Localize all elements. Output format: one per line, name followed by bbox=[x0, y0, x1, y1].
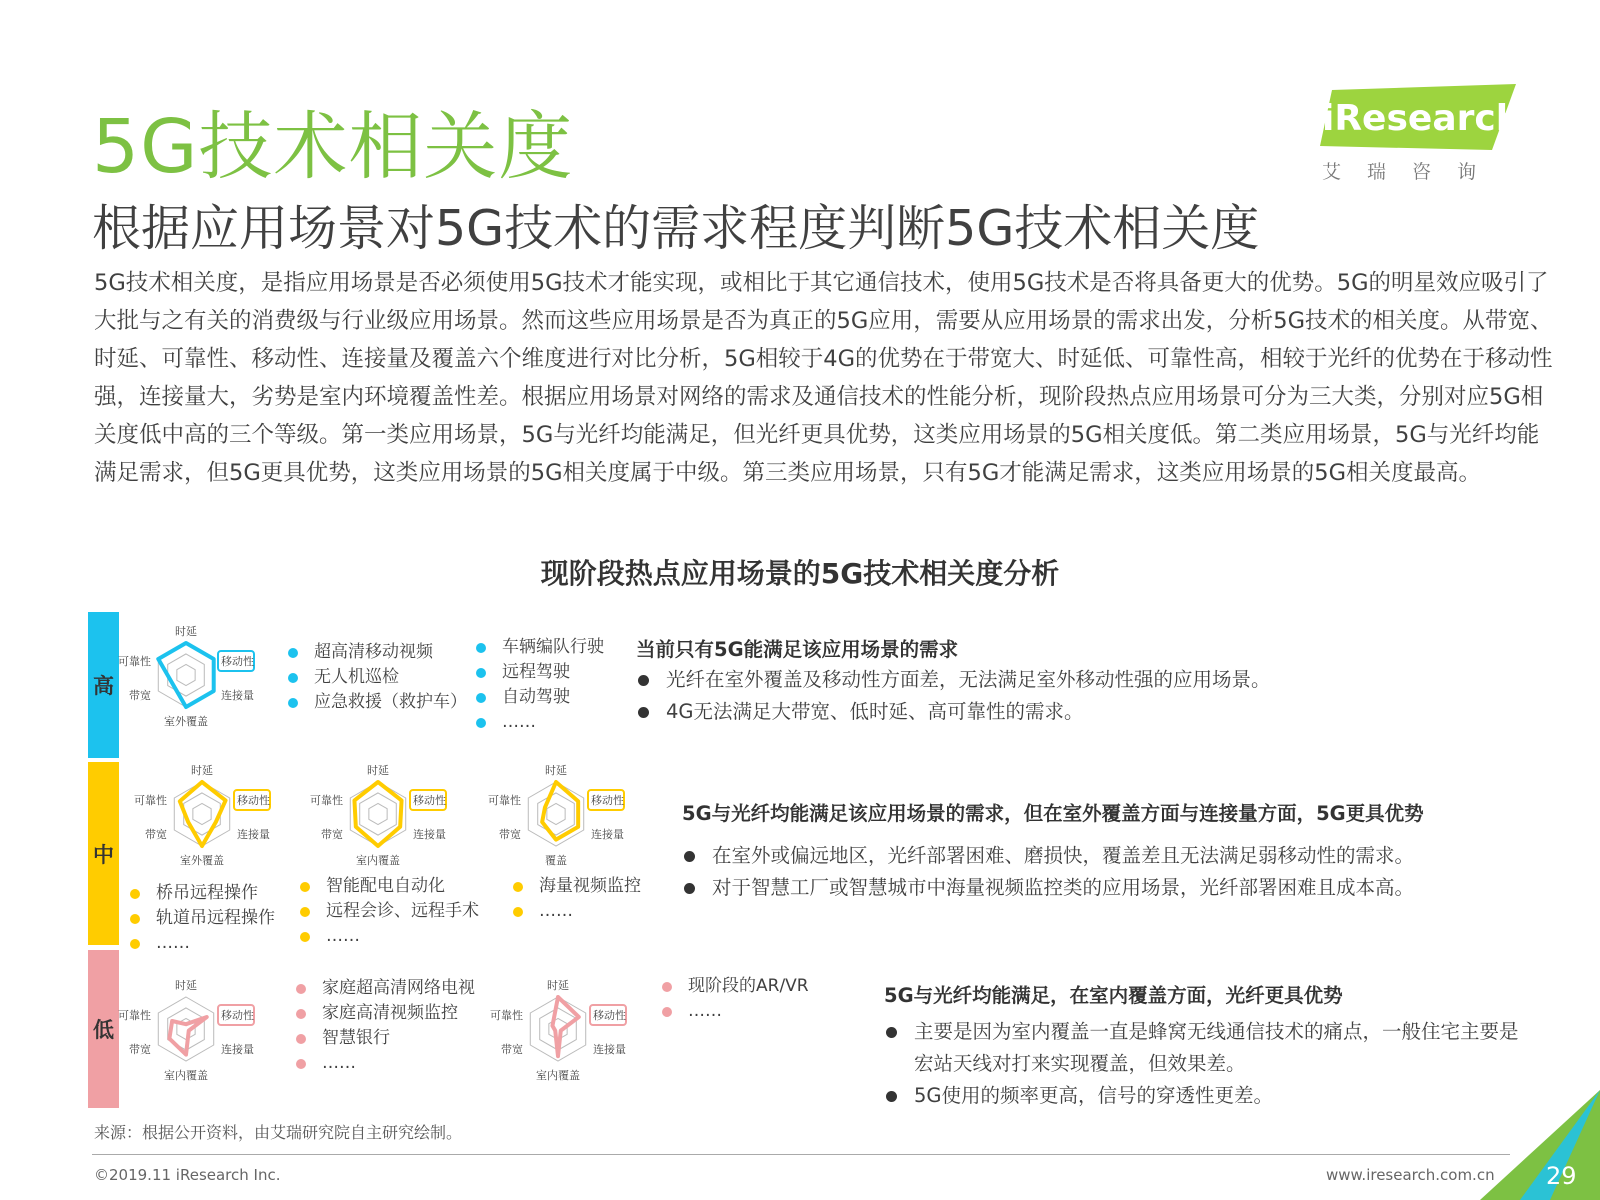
tier-mid-bar bbox=[88, 762, 119, 945]
list-item: 车辆编队行驶 bbox=[476, 635, 604, 660]
tier-low-bar bbox=[88, 950, 119, 1108]
list-item: 对于智慧工厂或智慧城市中海量视频监控类的应用场景，光纤部署困难且成本高。 bbox=[682, 872, 1542, 904]
radar-grid-ring bbox=[360, 793, 397, 835]
tier-mid-label: 中 bbox=[93, 842, 114, 867]
radar-mid-3 bbox=[488, 757, 648, 882]
radar-axis-label: 带宽 bbox=[129, 689, 151, 702]
radar-axis-label: 可靠性 bbox=[310, 794, 343, 807]
radar-axis-label: 移动性 bbox=[591, 794, 624, 807]
radar-grid-ring bbox=[547, 803, 565, 824]
low-apps-col2 bbox=[662, 974, 809, 1024]
logo-cn: 艾瑞咨询 bbox=[1322, 161, 1503, 183]
radar-axis-label: 连接量 bbox=[221, 689, 254, 702]
website-link[interactable]: www.iresearch.com.cn bbox=[1326, 1166, 1495, 1184]
radar-axis-label: 时延 bbox=[191, 764, 213, 777]
high-apps-col2 bbox=[476, 635, 604, 735]
list-item: …… bbox=[300, 924, 479, 949]
radar-mid-2 bbox=[310, 757, 470, 882]
radar-axis-label: 可靠性 bbox=[118, 655, 151, 668]
radar-axis-label: 带宽 bbox=[501, 1043, 523, 1056]
radar-low-1 bbox=[118, 972, 278, 1097]
list-item: …… bbox=[513, 899, 641, 924]
list-item: 光纤在室外覆盖及移动性方面差，无法满足室外移动性强的应用场景。 bbox=[636, 664, 1396, 696]
radar-axis-label: 带宽 bbox=[129, 1043, 151, 1056]
radar-axis-label: 连接量 bbox=[237, 828, 270, 841]
list-item: 4G无法满足大带宽、低时延、高可靠性的需求。 bbox=[636, 696, 1396, 728]
high-heading: 当前只有5G能满足该应用场景的需求 bbox=[636, 638, 959, 661]
radar-axis-label: 移动性 bbox=[237, 794, 270, 807]
radar-axis-label: 可靠性 bbox=[118, 1009, 151, 1022]
list-item: …… bbox=[296, 1051, 475, 1076]
tier-low-label: 低 bbox=[93, 1018, 114, 1042]
low-apps-col1 bbox=[296, 976, 475, 1076]
radar-axis-label: 带宽 bbox=[321, 828, 343, 841]
radar-axis-label: 覆盖 bbox=[545, 854, 567, 867]
radar-axis-label: 室内覆盖 bbox=[536, 1069, 580, 1082]
list-item: 现阶段的AR/VR bbox=[662, 974, 809, 999]
source-note: 来源：根据公开资料，由艾瑞研究院自主研究绘制。 bbox=[94, 1123, 463, 1142]
copyright: ©2019.11 iResearch Inc. bbox=[94, 1166, 281, 1184]
radar-axis-label: 带宽 bbox=[145, 828, 167, 841]
radar-axis-label: 可靠性 bbox=[488, 794, 521, 807]
radar-axis-label: 时延 bbox=[175, 625, 197, 638]
radar-axis-label: 移动性 bbox=[221, 655, 254, 668]
radar-grid-ring bbox=[369, 803, 387, 824]
radar-axis-label: 连接量 bbox=[593, 1043, 626, 1056]
list-item: 轨道吊远程操作 bbox=[130, 906, 275, 931]
radar-axis-label: 连接量 bbox=[591, 828, 624, 841]
radar-axis-label: 时延 bbox=[545, 764, 567, 777]
radar-series bbox=[552, 997, 578, 1056]
radar-axis-label: 时延 bbox=[547, 979, 569, 992]
radar-axis-label: 移动性 bbox=[593, 1009, 626, 1022]
low-heading: 5G与光纤均能满足，在室内覆盖方面，光纤更具优势 bbox=[884, 984, 1343, 1007]
list-item: 海量视频监控 bbox=[513, 874, 641, 899]
radar-axis-label: 可靠性 bbox=[134, 794, 167, 807]
radar-axis-label: 室内覆盖 bbox=[164, 1069, 208, 1082]
radar-axis-label: 时延 bbox=[367, 764, 389, 777]
mid-points bbox=[682, 840, 1542, 904]
list-item: 家庭超高清网络电视 bbox=[296, 976, 475, 1001]
list-item: 桥吊远程操作 bbox=[130, 881, 275, 906]
radar-low-2 bbox=[490, 972, 650, 1097]
list-item: 家庭高清视频监控 bbox=[296, 1001, 475, 1026]
mid-apps-col3 bbox=[513, 874, 641, 924]
page-number: 29 bbox=[1546, 1162, 1577, 1190]
radar-series bbox=[542, 782, 578, 840]
list-item: 超高清移动视频 bbox=[288, 640, 467, 665]
mid-heading: 5G与光纤均能满足该应用场景的需求，但在室外覆盖方面与连接量方面，5G更具优势 bbox=[682, 802, 1424, 825]
page-title: 5G技术相关度 bbox=[92, 104, 574, 190]
intro-paragraph: 5G技术相关度，是指应用场景是否必须使用5G技术才能实现，或相比于其它通信技术，使用5G技术是否将具备更大的优势。5G的明星效应吸引了大批与之有关的消费级与行业级应用场景。然而这些应用场景是否为真正的5G应用，需要从应用场景的需求出发，分析5G技术的相关度。从带宽、时延、可靠性、移动性、连接量及覆盖六个维度进行对比分析，5G相较于4G的优势在于带宽大、时延低、可靠性高，相较于光纤的优势在于移动性强，连接量大，劣势是室内环境覆盖性差。根据应用场景对网络的需求及通信技术的性能分析，现阶段热点应用场景可分为三大类，分别对应5G相关度低中高的三个等级。第一类应用场景，5G与光纤均能满足，但光纤更具优势，这类应用场景的5G相关度低。第二类应用场景，5G与光纤均能满足需求，但5G更具优势，这类应用场景的5G相关度属于中级。第三类应用场景，只有5G才能满足需求，这类应用场景的5G相关度最高。 bbox=[94, 270, 1553, 486]
mid-apps-col1 bbox=[130, 881, 275, 956]
radar-axis-label: 带宽 bbox=[499, 828, 521, 841]
list-item: …… bbox=[476, 710, 604, 735]
list-item: 应急救援（救护车） bbox=[288, 690, 467, 715]
radar-axis-label: 可靠性 bbox=[490, 1009, 523, 1022]
radar-axis-label: 室内覆盖 bbox=[356, 854, 400, 867]
list-item: …… bbox=[662, 999, 809, 1024]
chart-title: 现阶段热点应用场景的5G技术相关度分析 bbox=[540, 557, 1060, 590]
list-item: …… bbox=[130, 931, 275, 956]
radar-high bbox=[118, 618, 278, 743]
list-item: 5G使用的频率更高，信号的穿透性更差。 bbox=[884, 1080, 1524, 1112]
logo-word: iResearch bbox=[1322, 98, 1522, 139]
radar-axis-label: 室外覆盖 bbox=[180, 854, 224, 867]
radar-series bbox=[158, 643, 213, 707]
radar-axis-label: 移动性 bbox=[413, 794, 446, 807]
radar-grid-ring bbox=[184, 793, 221, 835]
list-item: 主要是因为室内覆盖一直是蜂窝无线通信技术的痛点，一般住宅主要是宏站天线对打来实现覆盖，但效果差。 bbox=[884, 1016, 1524, 1080]
tier-high-label: 高 bbox=[93, 674, 114, 698]
radar-grid-ring bbox=[193, 803, 211, 824]
list-item: 远程会诊、远程手术 bbox=[300, 899, 479, 924]
radar-axis-label: 时延 bbox=[175, 979, 197, 992]
radar-axis-label: 连接量 bbox=[413, 828, 446, 841]
page-subtitle: 根据应用场景对5G技术的需求程度判断5G技术相关度 bbox=[92, 200, 1260, 257]
high-apps-col1 bbox=[288, 640, 467, 715]
list-item: 无人机巡检 bbox=[288, 665, 467, 690]
radar-axis-label: 移动性 bbox=[221, 1009, 254, 1022]
low-points bbox=[884, 1016, 1524, 1112]
radar-mid-1 bbox=[134, 757, 294, 882]
radar-grid-ring bbox=[350, 782, 405, 846]
radar-series bbox=[169, 1017, 206, 1055]
radar-axis-label: 室外覆盖 bbox=[164, 715, 208, 728]
radar-axis-label: 连接量 bbox=[221, 1043, 254, 1056]
radar-grid-ring bbox=[177, 664, 195, 685]
high-points bbox=[636, 664, 1396, 728]
radar-grid-ring bbox=[168, 654, 205, 696]
tier-high-bar bbox=[88, 612, 119, 758]
list-item: 远程驾驶 bbox=[476, 660, 604, 685]
list-item: 自动驾驶 bbox=[476, 685, 604, 710]
list-item: 智能配电自动化 bbox=[300, 874, 479, 899]
footer-divider bbox=[92, 1154, 1510, 1155]
list-item: 智慧银行 bbox=[296, 1026, 475, 1051]
mid-apps-col2 bbox=[300, 874, 479, 949]
list-item: 在室外或偏远地区，光纤部署困难、磨损快，覆盖差且无法满足弱移动性的需求。 bbox=[682, 840, 1542, 872]
